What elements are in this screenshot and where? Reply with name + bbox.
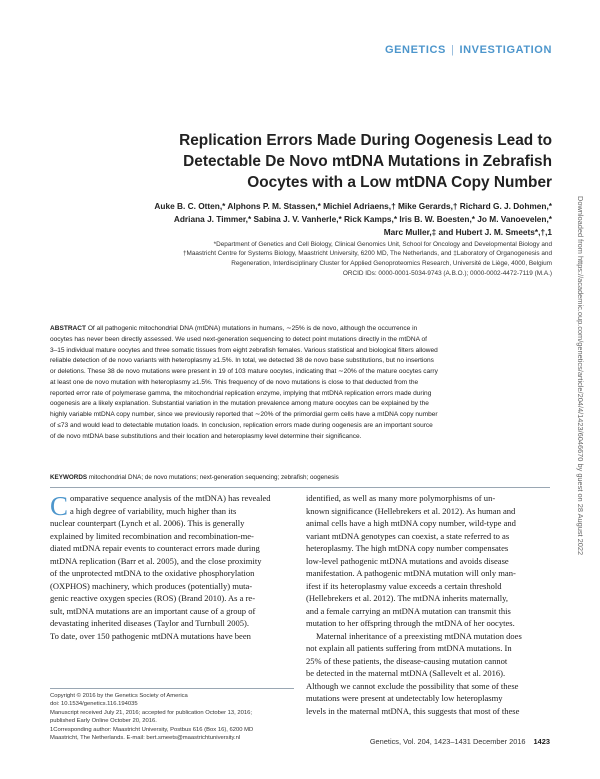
body-line: identified, as well as many more polymorphisms of un- <box>306 493 496 503</box>
keywords-label: KEYWORDS <box>50 474 88 481</box>
body-line: To date, over 150 pathogenic mtDNA mutations have been <box>50 630 251 641</box>
body-line: variant mtDNA genotypes can coexist, a state referred to as <box>306 530 510 541</box>
author-list <box>82 200 552 239</box>
article-title <box>112 130 552 193</box>
section-separator: | <box>450 44 455 56</box>
body-line: animal cells have a high mtDNA copy number, wild-type and <box>306 518 516 528</box>
affiliation-line: *Department of Genetics and Cell Biology, Clinical Genomics Unit, School for Oncology and Developmental Biology and <box>213 241 552 248</box>
body-line: known significance (Hellebrekers et al. 2012). As human and <box>306 505 516 516</box>
author-line: Auke B. C. Otten,* Alphons P. M. Stassen,* Michiel Adriaens,† Mike Gerards,† Richard G. J. Dohmen,* <box>154 201 552 211</box>
body-line: nuclear counterpart (Lynch et al. 2006). This is generally <box>50 518 245 528</box>
keywords <box>50 474 339 481</box>
journal-citation: Genetics, Vol. 204, 1423–1431 December 2016 <box>369 737 526 746</box>
abstract-line: reliable detection of de novo variants with heteroplasmy ≥1.5%. In total, we detected 38 de novo base substitutions, but no insertions <box>50 357 434 365</box>
keywords-text: mitochondrial DNA; de novo mutations; next-generation sequencing; zebrafish; oogenesis <box>88 474 339 481</box>
body-line: levels in the maternal mtDNA, this suggests that most of these <box>306 705 520 716</box>
subsection-label: INVESTIGATION <box>459 44 552 56</box>
footnote-line: published Early Online October 20, 2016. <box>50 718 157 725</box>
footnote-line: 1Corresponding author: Maastricht University, Postbus 616 (Box 16), 6200 MD <box>50 726 254 733</box>
body-line: (OXPHOS) machinery, which produces (potentially) muta- <box>50 580 253 591</box>
body-column-right <box>306 492 550 717</box>
body-line: devastating inherited diseases (Taylor and Turnbull 2005). <box>50 618 250 628</box>
body-line: of the unprotected mtDNA to the oxidative phosphorylation <box>50 568 255 578</box>
abstract-line: oocytes has never been directly assessed. We used next-generation sequencing to detect point mutations directly in the mtDNA of <box>50 335 427 343</box>
page-footer <box>370 737 550 746</box>
page-number: 1423 <box>533 737 550 746</box>
affiliation-line: Regeneration, Interdisciplinary Cluster for Applied Genoproteomics Research, Université de Liège, 4000, Belgium <box>231 259 552 267</box>
body-column-left <box>50 492 294 642</box>
title-line: Oocytes with a Low mtDNA Copy Number <box>247 174 552 191</box>
abstract-line: of ≤73 and would lead to detectable mutation loads. In conclusion, replication errors made during oogenesis are an important source <box>50 421 433 429</box>
affiliation-line: †Maastricht Centre for Systems Biology, Maastricht University, 6200 MD, The Netherlands, and ‡Laboratory of Organogenesis and <box>182 250 552 258</box>
author-line: Marc Muller,‡ and Hubert J. M. Smeets*,†,1 <box>383 227 552 237</box>
title-line: Detectable De Novo mtDNA Mutations in Zebrafish <box>183 153 552 170</box>
body-line: diated mtDNA repair events to counteract errors made during <box>50 543 260 553</box>
body-line: genic reactive oxygen species (ROS) (Brand 2010). As a re- <box>50 593 256 603</box>
abstract-label: ABSTRACT <box>50 325 87 332</box>
body-line: Maternal inheritance of a preexisting mtDNA mutation does <box>316 630 522 641</box>
title-line: Replication Errors Made During Oogenesis Lead to <box>179 132 552 149</box>
abstract-line: reported error rate of polymerase gamma, the mitochondrial replication enzyme, implying that mtDNA replication errors made during <box>50 389 432 397</box>
abstract-line: 3–15 individual mature oocytes and three somatic tissues from eight zebrafish females. Various statistical and biological filters allowed <box>50 346 438 354</box>
abstract-line <box>50 324 550 335</box>
body-line: 25% of these patients, the disease-causing mutation cannot <box>306 655 508 666</box>
author-line: Adriana J. Timmer,* Sabina J. V. Vanherle,* Rick Kamps,* Iris B. W. Boesten,* Jo M. Vanoevelen,* <box>173 214 552 224</box>
footnotes <box>50 688 294 742</box>
drop-cap: C <box>50 491 69 521</box>
footnote-line: Manuscript received July 21, 2016; accepted for publication October 13, 2016; <box>50 709 253 716</box>
abstract <box>50 324 550 442</box>
body-line: heteroplasmy. The high mtDNA copy number compensates <box>306 543 509 553</box>
body-line: and a female carrying an mtDNA mutation can transmit this <box>306 605 511 616</box>
section-tag <box>385 44 552 56</box>
abstract-line: of de novo mtDNA base substitutions and their location and heteroplasmy level determine their significance. <box>50 432 362 440</box>
body-line: omparative sequence analysis of the mtDNA) has revealed <box>70 493 271 503</box>
body-line: Although we cannot exclude the possibility that some of these <box>306 680 519 691</box>
body-line: a high degree of variability, much higher than its <box>70 505 237 516</box>
body-line: low-level pathogenic mtDNA mutations and avoids disease <box>306 555 509 566</box>
body-line: not explain all patients suffering from mtDNA mutations. In <box>306 643 512 653</box>
abstract-line: oogenesis are a likely explanation. Substantial variation in the mutation prevalence among mature oocytes can be explained by the <box>50 400 429 408</box>
abstract-line: highly variable mtDNA copy number, since we previously reported that ∼20% of the primordial germ cells have a mtDNA copy number <box>50 411 438 418</box>
abstract-line: or deletions. These 38 de novo mutations were present in 19 of 103 mature oocytes, indicating that ∼20% of the mature oocytes carry <box>50 368 438 375</box>
body-line: mutation to her offspring through the mtDNA of her oocytes. <box>306 618 515 628</box>
abstract-line: at least one de novo mutation with heteroplasmy ≥1.5%. This frequency of de novo mutations is close to that deducted from the <box>50 378 419 386</box>
abstract-text: Of all pathogenic mitochondrial DNA (mtDNA) mutations in humans, ∼25% is de novo, although the occurrence in <box>87 325 418 332</box>
body-line: (Hellebrekers et al. 2012). The mtDNA inherits maternally, <box>306 593 508 603</box>
footnote-line: doi: 10.1534/genetics.116.194035 <box>50 701 138 708</box>
body-line: manifestation. A pathogenic mtDNA mutation will only man- <box>306 568 516 578</box>
body-line: ifest if its heteroplasmy value exceeds a certain threshold <box>306 580 502 591</box>
body-line: mtDNA replication (Barr et al. 2005), and the close proximity <box>50 555 262 566</box>
body-line: mutations were present at undetectably low heteroplasmy <box>306 693 503 703</box>
body-line: explained by limited recombination and recombination-me- <box>50 530 254 541</box>
section-divider <box>50 487 550 488</box>
body-line: sult, mtDNA mutations are an important cause of a group of <box>50 605 256 616</box>
download-watermark: Downloaded from https://academic.oup.com/genetics/article/204/4/1423/6046670 by guest on 28 August 2022 <box>576 196 585 556</box>
body-line: be detected in the maternal mtDNA (Sallevelt et al. 2016). <box>306 668 506 678</box>
footnote-line: Maastricht, The Netherlands. E-mail: bert.smeets@maastrichtuniversity.nl <box>50 735 241 742</box>
footnote-line: Copyright © 2016 by the Genetics Society of America <box>50 693 188 699</box>
orcid-ids: ORCID IDs: 0000-0001-5034-9743 (A.B.O.); 0000-0002-4472-7119 (M.A.) <box>342 270 552 277</box>
affiliations <box>82 240 552 268</box>
section-label: GENETICS <box>384 44 446 56</box>
